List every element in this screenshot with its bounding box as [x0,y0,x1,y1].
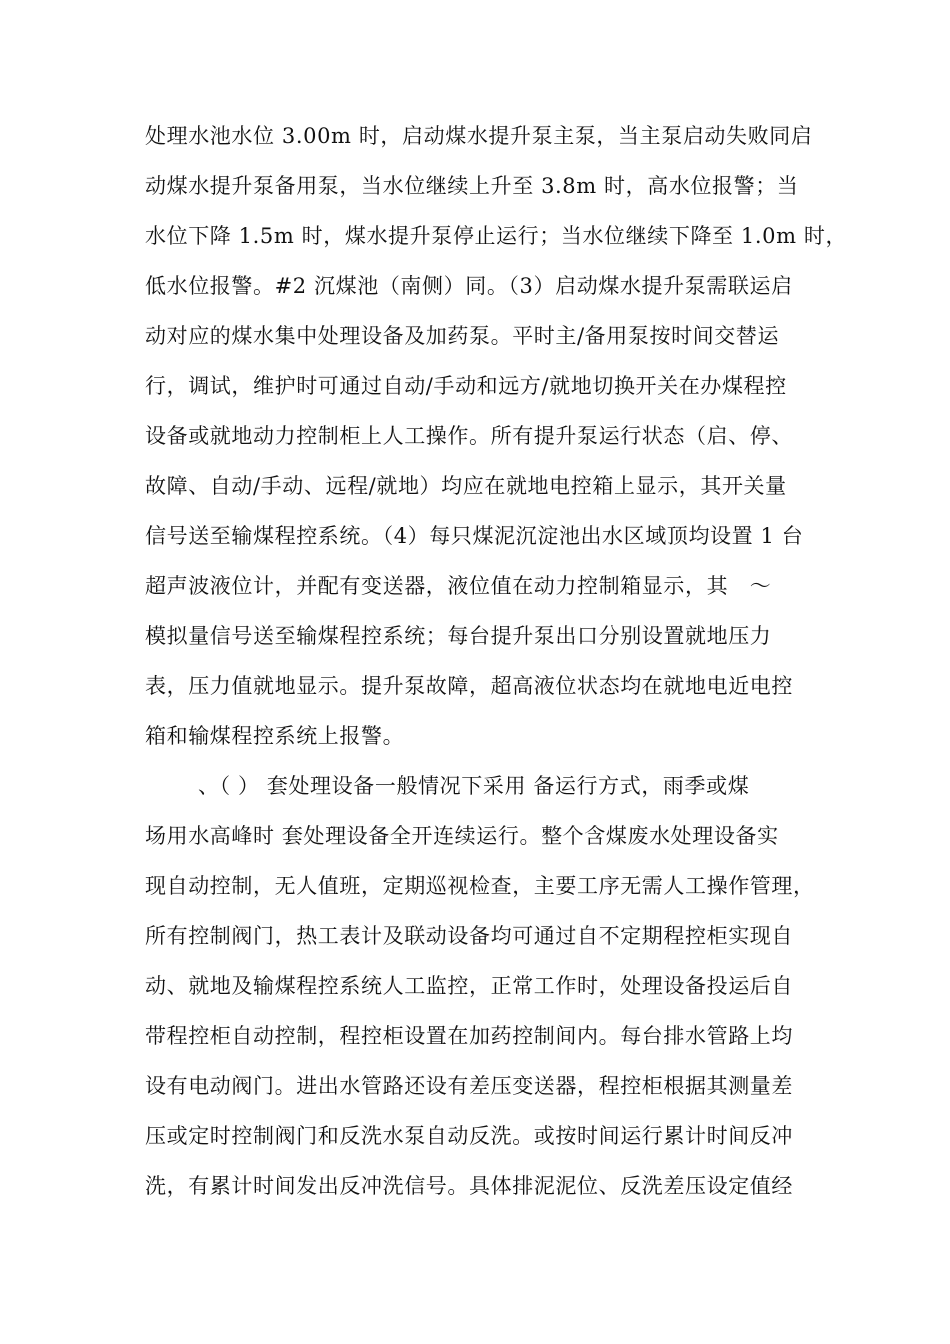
text-line: 故障、自动/手动、远程/就地）均应在就地电控箱上显示，其开关量 [145,474,787,498]
text-line: 行，调试，维护时可通过自动/手动和远方/就地切换开关在办煤程控 [145,374,787,398]
text-line: 所有控制阀门，热工表计及联动设备均可通过自不定期程控柜实现自 [145,924,793,948]
text-line: 带程控柜自动控制，程控柜设置在加药控制间内。每台排水管路上均 [145,1024,793,1048]
text-line: 现自动控制，无人值班，定期巡视检查，主要工序无需人工操作管理， [145,874,815,898]
text-line: 水位下降 1.5m 时，煤水提升泵停止运行；当水位继续下降至 1.0m 时， [145,224,848,248]
text-line: 场用水高峰时 套处理设备全开连续运行。整个含煤废水处理设备实 [145,824,779,848]
text-line: 箱和输煤程控系统上报警。 [145,724,405,748]
text-line: 表，压力值就地显示。提升泵故障，超高液位状态均在就地电近电控 [145,674,793,698]
text-line: 设备或就地动力控制柜上人工操作。所有提升泵运行状态（启、停、 [145,424,793,448]
text-line: 洗，有累计时间发出反冲洗信号。具体排泥泥位、反洗差压设定值经 [145,1174,793,1198]
text-line: 信号送至输煤程控系统。（4）每只煤泥沉淀池出水区域顶均设置 1 台 [145,524,804,548]
text-line: 模拟量信号送至输煤程控系统；每台提升泵出口分别设置就地压力 [145,624,772,648]
text-line: 动煤水提升泵备用泵，当水位继续上升至 3.8m 时，高水位报警；当 [145,174,799,198]
text-line: 超声波液位计，并配有变送器，液位值在动力控制箱显示，其 ～ [145,574,772,598]
text-line: 处理水池水位 3.00m 时，启动煤水提升泵主泵，当主泵启动失败同启 [145,124,813,148]
text-line: 压或定时控制阀门和反洗水泵自动反洗。或按时间运行累计时间反冲 [145,1124,793,1148]
text-line: 动、就地及输煤程控系统人工监控，正常工作时，处理设备投运后自 [145,974,793,998]
text-line: 动对应的煤水集中处理设备及加药泵。平时主/备用泵按时间交替运 [145,324,780,348]
text-line: 设有电动阀门。进出水管路还设有差压变送器，程控柜根据其测量差 [145,1074,793,1098]
text-line: 低水位报警。#2 沉煤池（南侧）同。（3）启动煤水提升泵需联运启 [145,274,793,298]
text-line: 、（ ） 套处理设备一般情况下采用 备运行方式，雨季或煤 [198,774,750,798]
